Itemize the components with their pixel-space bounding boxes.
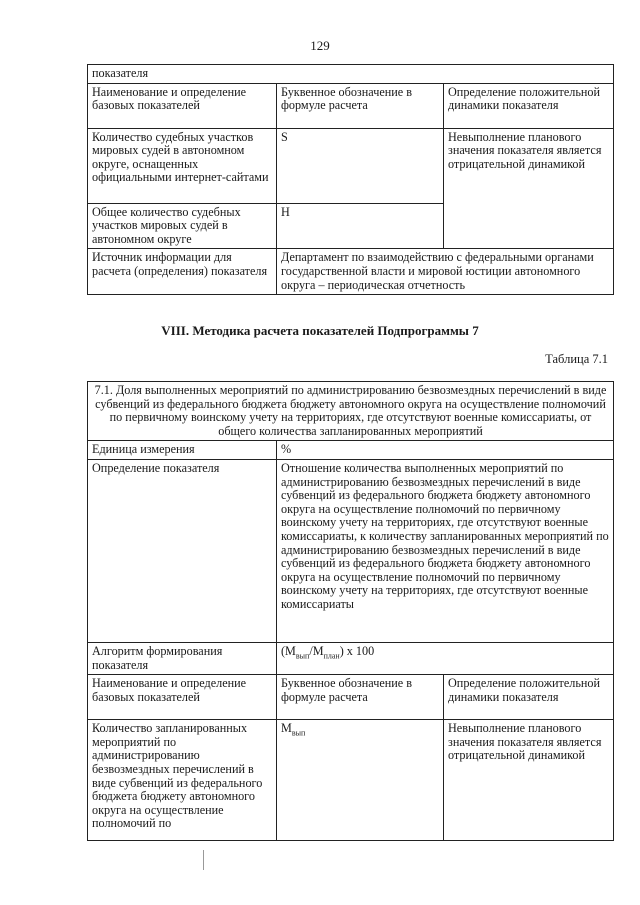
table-row: [88, 441, 614, 460]
table-row: [88, 459, 614, 642]
table-row: [88, 642, 614, 674]
table-row: [88, 65, 614, 84]
section-title: VIII. Методика расчета показателей Подпрограммы 7: [161, 323, 479, 338]
table-row: [88, 720, 614, 841]
table-row: [88, 128, 614, 203]
table-cell: Источник информации для расчета (определения) показателя: [88, 249, 277, 295]
indicator-table-continued: [87, 64, 614, 295]
table-cell: Общее количество судебных участков мировых судей в автономном округе: [88, 203, 277, 249]
column-header: Определение положительной динамики показателя: [444, 83, 614, 128]
table-cell: Н: [277, 203, 444, 249]
table-cell: Невыполнение планового значения показателя является отрицательной динамикой: [444, 128, 614, 249]
table-cell: Департамент по взаимодействию с федеральными органами государственной власти и мировой юстиции автономного округа – периодическая отчетность: [277, 249, 614, 295]
scan-line: [203, 850, 204, 870]
table-row: [88, 382, 614, 441]
table-cell: Определение показателя: [88, 459, 277, 642]
table-caption: Таблица 7.1: [545, 352, 608, 366]
column-header: Наименование и определение базовых показателей: [88, 83, 277, 128]
table-cell: Количество судебных участков мировых судей в автономном округе, оснащенных официальными интернет-сайтами: [88, 128, 277, 203]
table-cell: Количество запланированных мероприятий по администрированию безвозмездных перечислений в виде субвенций из федерального бюджета бюджету автономного округа на осуществление полномочий по: [88, 720, 277, 841]
table-cell: Единица измерения: [88, 441, 277, 460]
column-header: Определение положительной динамики показателя: [444, 675, 614, 720]
page-number: 129: [310, 38, 330, 53]
indicator-title: 7.1. Доля выполненных мероприятий по администрированию безвозмездных перечислений в виде субвенций из федерального бюджета бюджету автономного округа на осуществление полномочий по первичному воинскому учету на территориях, где отсутствуют военные комиссариаты, от общего количества запланированных мероприятий: [88, 382, 614, 441]
table-cell: %: [277, 441, 614, 460]
column-header: Буквенное обозначение в формуле расчета: [277, 83, 444, 128]
column-header: Наименование и определение базовых показателей: [88, 675, 277, 720]
table-cell: S: [277, 128, 444, 203]
table-cell: Отношение количества выполненных мероприятий по администрированию безвозмездных перечислений в виде субвенций из федерального бюджета бюджету автономного округа на осуществление полномочий по первичному воинскому учету на территориях, где отсутствуют военные комиссариаты, к количеству запланированных мероприятий по администрированию безвозмездных перечислений в виде субвенций из федерального бюджета бюджету автономного округа на осуществление полномочий по первичному воинскому учету на территориях, где отсутствуют военные комиссариаты: [277, 459, 614, 642]
table-row: [88, 249, 614, 295]
symbol-cell: $М_{вып}$: [277, 720, 444, 841]
table-cell: Невыполнение планового значения показателя является отрицательной динамикой: [444, 720, 614, 841]
algorithm-formula: $(М_{вып}/М_{план})$ x 100: [277, 642, 614, 674]
table-cell: Алгоритм формирования показателя: [88, 642, 277, 674]
column-header: Буквенное обозначение в формуле расчета: [277, 675, 444, 720]
table-row: [88, 675, 614, 720]
table-cell: показателя: [88, 65, 614, 84]
table-row: [88, 83, 614, 128]
indicator-table-7-1: [87, 381, 614, 841]
